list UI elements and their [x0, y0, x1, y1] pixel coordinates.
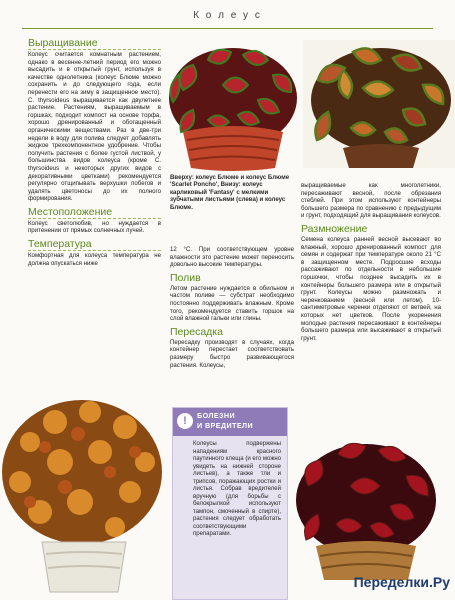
text-temperature-cont: 12 °С. При соответствующем уровне влажности это растение может переносить довольно высокие температуры. [170, 246, 294, 269]
text-transplant: Пересадку производят в случаях, когда контейнер перестает соответствовать размеру быстро развивающегося растения. Колеусы, [170, 338, 294, 369]
pests-title-line2: И ВРЕДИТЕЛИ [197, 421, 254, 430]
right-column [301, 182, 441, 342]
photo-coleus-blume [290, 436, 440, 582]
heading-propagation: Размножение [301, 222, 368, 235]
photo-coleus-red-basket [163, 40, 301, 172]
header-divider [22, 28, 433, 29]
photo-caption: Вверху: колеус Блюме и колеус Блюме 'Scarlet Poncho', Внизу: колеус карликовый 'Fantasy' с мелкими зубчатыми листьями (слева) и колеус Блюме. [170, 174, 290, 211]
pests-title-line1: БОЛЕЗНИ [197, 411, 236, 420]
pests-box-title [197, 411, 253, 431]
left-column [28, 35, 161, 267]
text-location: Колеус светолюбив, но нуждается в притенении от прямых солнечных лучей. [28, 219, 161, 235]
site-watermark [300, 574, 450, 596]
text-cultivation: Колеус считается комнатным растением, однако в весенне-летний период его можно высадить и в открытый грунт, используя в качестве однолетника (колеус Блюме можно сохранить и до следующего года, если перенести его на зиму в защищенное место). C. thyrsoideus выращивается как двулетнее растение. Растениям, выращиваемым в горшках, подходит компост на основе торфа, хорошо дренированный и обогащенный органическими веществами. Раз в две-три недели в воду для полива следует добавлять жидкое трехкомпонентное удобрение. Чтобы получить растения с более густой листвой, у большинства видов колеуса (кроме C. thyrsoideus и некоторых других видов с декоративными цветками) рекомендуется регулярно отщипывать верхушки побегов и удалять цветоносы до их полного формирования. [28, 51, 161, 203]
exclamation-circle-icon: ! [177, 413, 193, 429]
heading-transplant: Пересадка [170, 325, 223, 338]
text-transplant-cont: выращиваемые как многолетники, пересаживают весной, после обрезания стеблей. При этом используют контейнеры большего размера по сравнению с предыдущим и грунт, подходящий для выращивания колеусов. [301, 182, 441, 220]
pests-box [172, 407, 288, 600]
photo-coleus-scarlet-poncho [303, 40, 455, 168]
heading-temperature: Температура [28, 238, 161, 251]
pests-box-header [173, 408, 287, 436]
pests-box-text: Колеусы подвержены нападениям красного паутинного клеща (и его можно увидеть на нижней стороне листьев), а также тли и трипсов, поражающих ростки и листья. Собрав вредителей вручную (для борьбы с белокрылкой используют тампон, смоченный в спирте), растения следует обработать соответствующими препаратами. [193, 441, 281, 537]
watermark-text: Переделки.Ру [353, 574, 450, 590]
heading-location: Местоположение [28, 206, 161, 219]
page-title: К о л е у с [193, 10, 262, 21]
text-watering: Летом растение нуждается в обильном и частом поливе — субстрат необходимо постоянно поддерживать влажным. Кроме того, рекомендуется ставить горшок на слой влажной гальки или глины. [170, 284, 294, 323]
middle-column [170, 246, 294, 369]
photo-coleus-fantasy [0, 392, 168, 600]
text-propagation: Семена колеуса ранней весной высевают во влажный, хорошо дренированный компост для семян и содержат при температуре около 21 °С в защищенном месте. Подросшие всходы рассаживают по отдельности в небольшие горшочки, чтобы позднее высадить их в контейнеры большего размера или в открытый грунт. Колеусы можно размножать и черенкованием (весной или летом). 10-сантиметровые черенки отделяют от ветвей, на которых нет цветков. После укоренения молодые растения пересаживают в контейнеры большего размера или высаживают в открытый грунт. [301, 235, 441, 342]
heading-watering: Полив [170, 271, 201, 284]
heading-cultivation: Выращивание [28, 37, 161, 50]
text-temperature: Комфортная для колеуса температура не должна опускаться ниже [28, 252, 161, 267]
